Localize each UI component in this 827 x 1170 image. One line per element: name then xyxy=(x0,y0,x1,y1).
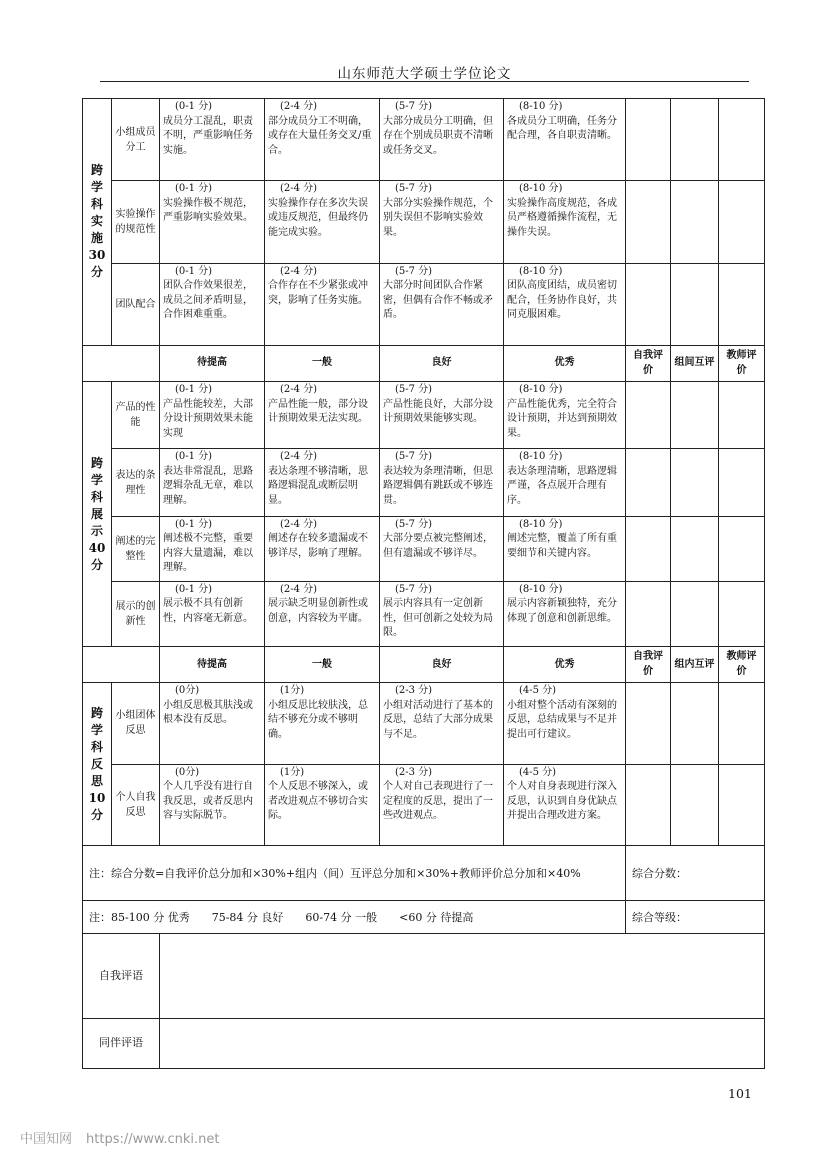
peer-comment-field[interactable] xyxy=(160,1018,765,1068)
eval-header: 教师评价 xyxy=(719,647,765,683)
score-entry-cell[interactable] xyxy=(626,516,671,581)
level-description: 阐述极不完整，重要内容大量遗漏，难以理解。 xyxy=(163,533,253,574)
level-cell xyxy=(265,263,380,345)
level-cell xyxy=(265,99,380,181)
level-cell xyxy=(160,764,265,845)
level-cell xyxy=(160,581,265,646)
criterion-label: 阐述的完整性 xyxy=(112,516,160,581)
level-cell xyxy=(380,764,504,845)
score-entry-cell[interactable] xyxy=(671,764,719,845)
score-range: (5-7 分) xyxy=(395,384,433,396)
score-entry-cell[interactable] xyxy=(626,99,671,181)
rubric-row xyxy=(83,263,765,345)
eval-header: 组内互评 xyxy=(671,647,719,683)
peer-comment-row xyxy=(83,1018,765,1068)
level-description: 展示极不具有创新性，内容毫无新意。 xyxy=(163,598,253,624)
watermark xyxy=(20,1128,219,1147)
level-cell xyxy=(160,263,265,345)
level-cell xyxy=(504,181,626,263)
level-cell xyxy=(504,516,626,581)
rubric-row xyxy=(83,181,765,263)
score-entry-cell[interactable] xyxy=(719,581,765,646)
criterion-label: 个人自我反思 xyxy=(112,764,160,845)
level-cell xyxy=(160,449,265,516)
level-cell xyxy=(160,181,265,263)
level-description: 展示内容新颖独特，充分体现了创意和创新思维。 xyxy=(507,598,617,624)
score-entry-cell[interactable] xyxy=(719,764,765,845)
rubric-row xyxy=(83,683,765,764)
watermark-brand: 中国知网 xyxy=(20,1132,73,1147)
running-header: 山东师范大学硕士学位论文 xyxy=(337,66,512,82)
score-entry-cell[interactable] xyxy=(671,683,719,764)
level-description: 表达条理清晰，思路逻辑严谨，各点展开合理有序。 xyxy=(507,465,617,506)
score-range: (5-7 分) xyxy=(395,583,433,595)
level-description: 大部分要点被完整阐述，但有遗漏或不够详尽。 xyxy=(383,533,493,559)
level-description: 部分成员分工不明确，或存在大量任务交叉/重合。 xyxy=(268,115,372,156)
eval-header: 自我评价 xyxy=(626,647,671,683)
level-cell xyxy=(265,449,380,516)
rubric-row xyxy=(83,449,765,516)
score-range: (2-4 分) xyxy=(280,265,318,277)
self-comment-label: 自我评语 xyxy=(83,934,160,1018)
section-title: 跨学科展示40分 xyxy=(83,382,112,647)
criterion-label: 展示的创新性 xyxy=(112,581,160,646)
score-entry-cell[interactable] xyxy=(626,581,671,646)
level-description: 产品性能较差，大部分设计预期效果未能实现 xyxy=(163,398,253,439)
level-cell xyxy=(380,382,504,449)
level-cell xyxy=(265,516,380,581)
level-cell xyxy=(504,449,626,516)
score-entry-cell[interactable] xyxy=(626,263,671,345)
score-range: (0-1 分) xyxy=(175,518,213,530)
level-cell xyxy=(160,516,265,581)
score-range: (0分) xyxy=(175,685,200,697)
score-entry-cell[interactable] xyxy=(626,764,671,845)
level-header-row xyxy=(83,647,765,683)
rubric-row xyxy=(83,581,765,646)
level-header: 优秀 xyxy=(504,345,626,381)
level-cell xyxy=(265,382,380,449)
level-cell xyxy=(380,181,504,263)
rubric-row xyxy=(83,764,765,845)
level-cell xyxy=(265,581,380,646)
criterion-label: 实验操作的规范性 xyxy=(112,181,160,263)
formula-row xyxy=(83,845,765,900)
score-range: (5-7 分) xyxy=(395,518,433,530)
level-header: 待提高 xyxy=(160,345,265,381)
level-cell xyxy=(160,99,265,181)
level-cell xyxy=(160,382,265,449)
level-cell xyxy=(265,181,380,263)
score-range: (2-4 分) xyxy=(280,101,318,112)
criterion-label: 小组成员分工 xyxy=(112,99,160,181)
level-description: 实验操作高度规范，各成员严格遵循操作流程，无操作失误。 xyxy=(507,197,617,238)
level-description: 团队高度团结，成员密切配合，任务协作良好，共同克服困难。 xyxy=(507,280,617,321)
level-cell xyxy=(380,99,504,181)
level-cell xyxy=(380,263,504,345)
score-range: (1分) xyxy=(280,766,305,778)
score-entry-cell[interactable] xyxy=(719,99,765,181)
eval-header: 自我评价 xyxy=(626,345,671,381)
criterion-label: 表达的条理性 xyxy=(112,449,160,516)
score-entry-cell[interactable] xyxy=(671,516,719,581)
score-range: (8-10 分) xyxy=(519,451,563,463)
score-entry-cell[interactable] xyxy=(671,382,719,449)
level-header: 良好 xyxy=(380,345,504,381)
level-description: 产品性能良好，大部分设计预期效果能够实现。 xyxy=(383,398,493,425)
level-cell xyxy=(504,382,626,449)
level-description: 小组对整个活动有深刻的反思，总结成果与不足并提出可行建议。 xyxy=(507,699,617,740)
level-cell xyxy=(160,683,265,764)
score-range: (2-4 分) xyxy=(280,518,318,530)
level-cell xyxy=(504,99,626,181)
level-description: 大部分成员分工明确，但存在个别成员职责不清晰或任务交叉。 xyxy=(383,115,493,156)
score-entry-cell[interactable] xyxy=(671,181,719,263)
score-range: (1分) xyxy=(280,685,305,697)
level-description: 合作存在不少紧张或冲突，影响了任务实施。 xyxy=(268,280,368,306)
level-description: 阐述完整，覆盖了所有重要细节和关键内容。 xyxy=(507,533,617,559)
score-range: (5-7 分) xyxy=(395,265,433,277)
level-header: 优秀 xyxy=(504,647,626,683)
score-range: (5-7 分) xyxy=(395,451,433,463)
self-comment-field[interactable] xyxy=(160,934,765,1018)
blank-header-cell xyxy=(83,647,160,683)
score-range: (2-3 分) xyxy=(395,766,433,778)
level-cell xyxy=(504,683,626,764)
score-range: (0-1 分) xyxy=(175,183,213,195)
level-header: 良好 xyxy=(380,647,504,683)
score-entry-cell[interactable] xyxy=(626,181,671,263)
blank-header-cell xyxy=(83,345,160,381)
level-description: 表达非常混乱，思路逻辑杂乱无章，难以理解。 xyxy=(163,465,253,506)
eval-header: 组间互评 xyxy=(671,345,719,381)
score-range: (8-10 分) xyxy=(519,384,563,396)
score-entry-cell[interactable] xyxy=(671,449,719,516)
score-entry-cell[interactable] xyxy=(626,449,671,516)
score-range: (8-10 分) xyxy=(519,265,563,277)
rubric-row xyxy=(83,382,765,449)
rubric-row xyxy=(83,99,765,181)
score-range: (0-1 分) xyxy=(175,384,213,396)
score-entry-cell[interactable] xyxy=(626,683,671,764)
score-range: (5-7 分) xyxy=(395,101,433,112)
criterion-label: 团队配合 xyxy=(112,263,160,345)
section-title: 跨学科反思10分 xyxy=(83,683,112,846)
formula-note: 注：综合分数=自我评价总分加和×30%+组内（间）互评总分加和×30%+教师评价总分加和×40% xyxy=(83,845,626,900)
watermark-url: https://www.cnki.net xyxy=(86,1132,220,1147)
total-grade-field[interactable]: 综合等级： xyxy=(626,901,765,934)
level-description: 表达较为条理清晰，但思路逻辑偶有跳跃或不够连贯。 xyxy=(383,465,493,506)
score-range: (4-5 分) xyxy=(519,766,557,778)
level-cell xyxy=(504,764,626,845)
score-range: (2-4 分) xyxy=(280,183,318,195)
grade-row xyxy=(83,901,765,934)
level-description: 大部分实验操作规范，个别失误但不影响实验效果。 xyxy=(383,197,493,238)
score-entry-cell[interactable] xyxy=(671,263,719,345)
level-cell xyxy=(380,516,504,581)
total-score-field[interactable]: 综合分数： xyxy=(626,845,765,900)
score-entry-cell[interactable] xyxy=(626,382,671,449)
level-cell xyxy=(380,581,504,646)
level-description: 个人几乎没有进行自我反思，或者反思内容与实际脱节。 xyxy=(163,781,253,822)
level-cell xyxy=(504,581,626,646)
score-entry-cell[interactable] xyxy=(671,99,719,181)
level-description: 个人对自己表现进行了一定程度的反思，提出了一些改进观点。 xyxy=(383,781,493,822)
peer-comment-label: 同伴评语 xyxy=(83,1018,160,1068)
level-cell xyxy=(265,764,380,845)
score-entry-cell[interactable] xyxy=(719,449,765,516)
score-range: (0-1 分) xyxy=(175,101,213,112)
level-description: 大部分时间团队合作紧密，但偶有合作不畅或矛盾。 xyxy=(383,280,493,321)
self-comment-row xyxy=(83,934,765,1018)
level-description: 各成员分工明确，任务分配合理，各自职责清晰。 xyxy=(507,115,617,141)
score-range: (0-1 分) xyxy=(175,265,213,277)
score-range: (8-10 分) xyxy=(519,583,563,595)
score-range: (4-5 分) xyxy=(519,685,557,697)
score-entry-cell[interactable] xyxy=(719,382,765,449)
eval-header: 教师评价 xyxy=(719,345,765,381)
level-description: 产品性能优秀，完全符合设计预期，并达到预期效果。 xyxy=(507,398,617,439)
level-cell xyxy=(380,449,504,516)
score-range: (2-4 分) xyxy=(280,451,318,463)
page-number: 101 xyxy=(728,1086,752,1101)
score-range: (0分) xyxy=(175,766,200,778)
level-cell xyxy=(504,263,626,345)
score-entry-cell[interactable] xyxy=(719,263,765,345)
level-description: 实验操作极不规范，严重影响实验效果。 xyxy=(163,197,253,224)
score-range: (2-4 分) xyxy=(280,384,318,396)
level-header-row xyxy=(83,345,765,381)
level-description: 个人对自身表现进行深入反思，认识到自身优缺点并提出合理改进方案。 xyxy=(507,781,617,822)
evaluation-table xyxy=(82,98,765,1069)
score-range: (8-10 分) xyxy=(519,518,563,530)
level-header: 待提高 xyxy=(160,647,265,683)
rubric-row xyxy=(83,516,765,581)
score-entry-cell[interactable] xyxy=(671,581,719,646)
level-description: 展示缺乏明显创新性或创意，内容较为平庸。 xyxy=(268,598,368,624)
grade-note: 注：85-100 分 优秀 75-84 分 良好 60-74 分 一般 <60 分 待提高 xyxy=(83,901,626,934)
score-range: (2-4 分) xyxy=(280,583,318,595)
score-entry-cell[interactable] xyxy=(719,181,765,263)
score-entry-cell[interactable] xyxy=(719,516,765,581)
level-cell xyxy=(265,683,380,764)
criterion-label: 小组团体反思 xyxy=(112,683,160,764)
level-description: 展示内容具有一定创新性，但可创新之处较为局限。 xyxy=(383,598,493,639)
level-description: 阐述存在较多遗漏或不够详尽，影响了理解。 xyxy=(268,533,368,559)
level-description: 表达条理不够清晰，思路逻辑混乱或断层明显。 xyxy=(268,465,368,506)
level-cell xyxy=(380,683,504,764)
score-range: (2-3 分) xyxy=(395,685,433,697)
criterion-label: 产品的性能 xyxy=(112,382,160,449)
score-entry-cell[interactable] xyxy=(719,683,765,764)
score-range: (8-10 分) xyxy=(519,101,563,112)
header-rule xyxy=(100,81,749,82)
section-title: 跨学科实施30分 xyxy=(83,99,112,346)
level-description: 成员分工混乱，职责不明，严重影响任务实施。 xyxy=(163,115,253,156)
level-description: 实验操作存在多次失误或违反规范，但最终仍能完成实验。 xyxy=(268,197,368,238)
level-description: 小组反思比较肤浅，总结不够充分或不够明确。 xyxy=(268,699,368,740)
level-description: 个人反思不够深入，或者改进观点不够切合实际。 xyxy=(268,781,368,822)
level-description: 小组对活动进行了基本的反思，总结了大部分成果与不足。 xyxy=(383,699,493,740)
score-range: (0-1 分) xyxy=(175,583,213,595)
level-header: 一般 xyxy=(265,345,380,381)
score-range: (0-1 分) xyxy=(175,451,213,463)
level-description: 产品性能一般，部分设计预期效果无法实现。 xyxy=(268,398,368,425)
level-header: 一般 xyxy=(265,647,380,683)
level-description: 团队合作效果很差，成员之间矛盾明显，合作困难重重。 xyxy=(163,280,253,321)
score-range: (8-10 分) xyxy=(519,183,563,195)
score-range: (5-7 分) xyxy=(395,183,433,195)
level-description: 小组反思极其肤浅或根本没有反思。 xyxy=(163,699,253,726)
